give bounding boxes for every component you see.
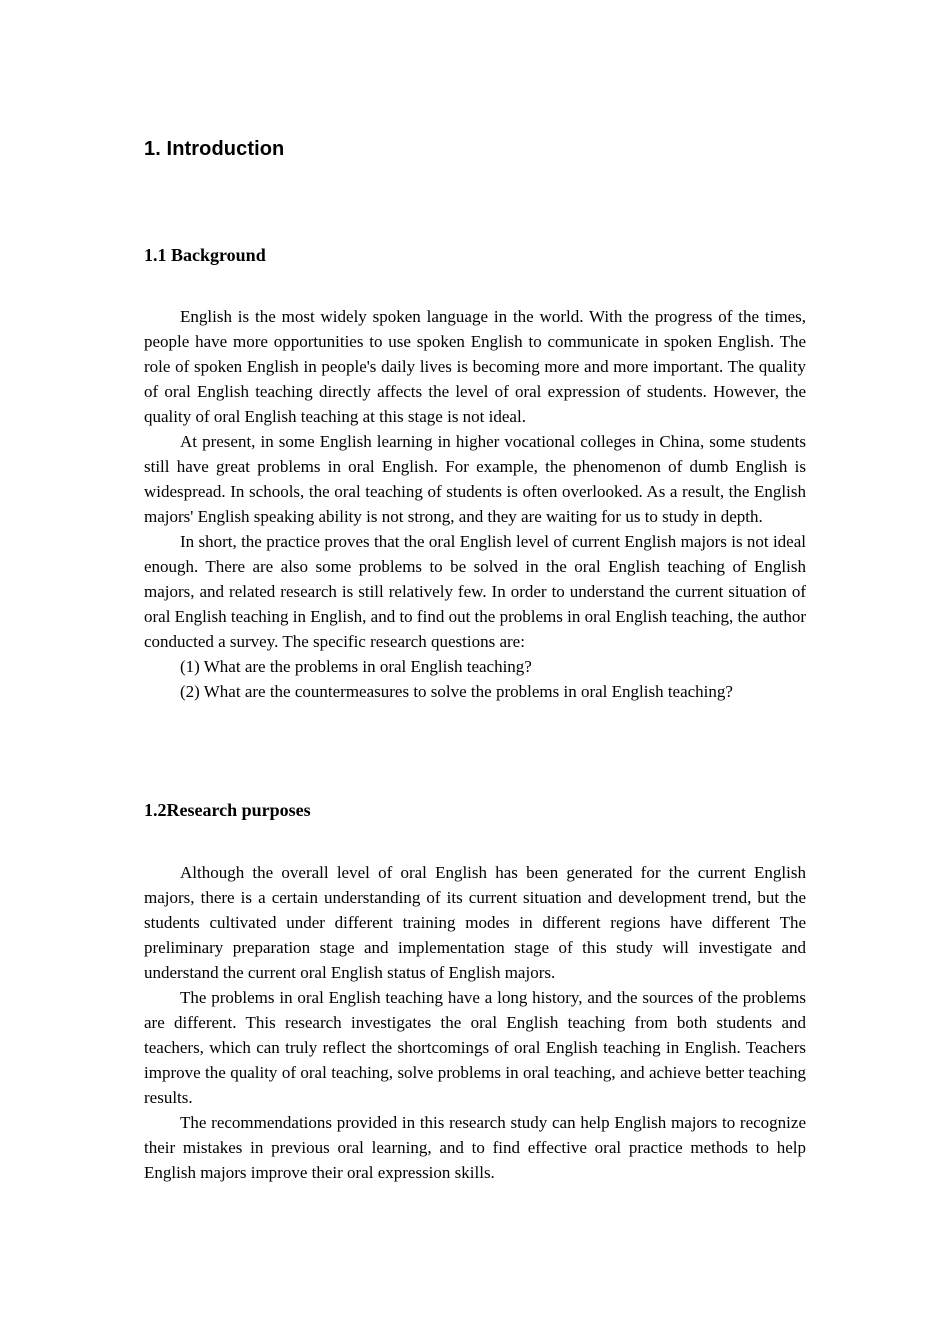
research-purposes-body <box>144 860 806 1185</box>
list-item: (2) What are the countermeasures to solve the problems in oral English teaching? <box>180 682 733 701</box>
subsection-heading-background: 1.1 Background <box>144 245 266 265</box>
paragraph: Although the overall level of oral English has been generated for the current English majors, there is a certain understanding of its current situation and development trend, but the students cultivated under different training modes in different regions have different The preliminary preparation stage and implementation stage of this study will investigate and understand the current oral English status of English majors. <box>144 863 806 982</box>
page-title: 1. Introduction <box>144 138 285 160</box>
background-body <box>144 304 806 704</box>
subsection-heading-research-purposes: 1.2Research purposes <box>144 800 311 820</box>
paragraph: The recommendations provided in this research study can help English majors to recognize their mistakes in previous oral learning, and to find effective oral practice methods to help English majors improve their oral expression skills. <box>144 1113 806 1182</box>
list-item: (1) What are the problems in oral English teaching? <box>180 657 532 676</box>
paragraph: English is the most widely spoken language in the world. With the progress of the times, people have more opportunities to use spoken English to communicate in spoken English. The role of spoken English in people's daily lives is becoming more and more important. The quality of oral English teaching directly affects the level of oral expression of students. However, the quality of oral English teaching at this stage is not ideal. <box>144 307 806 426</box>
paragraph: In short, the practice proves that the oral English level of current English majors is not ideal enough. There are also some problems to be solved in the oral English teaching of English majors, and related research is still relatively few. In order to understand the current situation of oral English teaching in English, and to find out the problems in oral English teaching, the author conducted a survey. The specific research questions are: <box>144 532 806 651</box>
paragraph: At present, in some English learning in higher vocational colleges in China, some students still have great problems in oral English. For example, the phenomenon of dumb English is widespread. In schools, the oral teaching of students is often overlooked. As a result, the English majors' English speaking ability is not strong, and they are waiting for us to study in depth. <box>144 432 806 526</box>
paragraph: The problems in oral English teaching have a long history, and the sources of the problems are different. This research investigates the oral English teaching from both students and teachers, which can truly reflect the shortcomings of oral English teaching in English. Teachers improve the quality of oral teaching, solve problems in oral teaching, and achieve better teaching results. <box>144 988 806 1107</box>
